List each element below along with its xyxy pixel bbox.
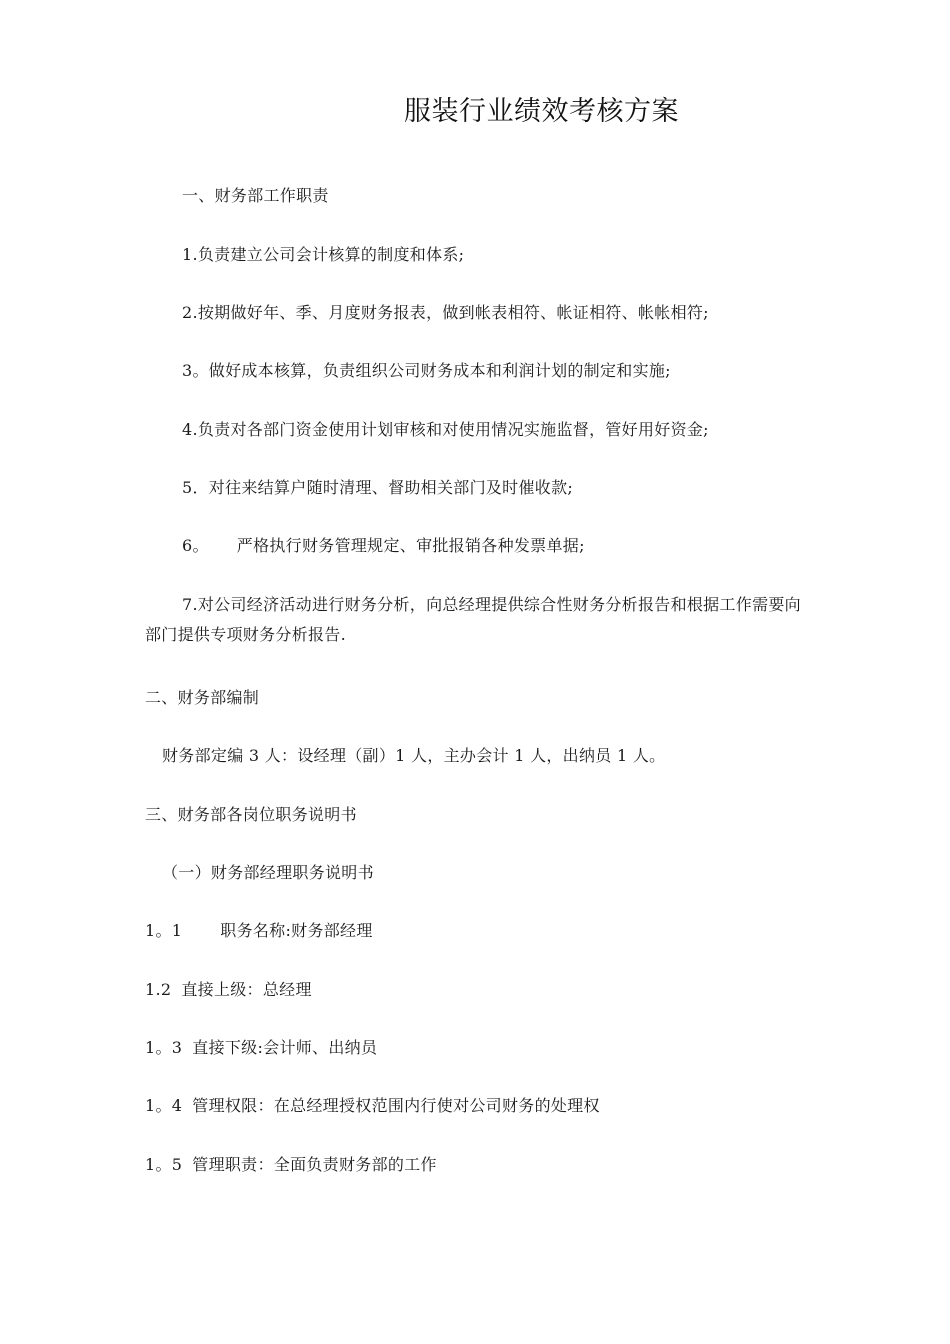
section-1-heading: 一、财务部工作职责 <box>182 186 329 205</box>
job-spec-item-5 <box>145 1154 437 1176</box>
job-spec-item-4-number: 1。4 <box>145 1096 183 1115</box>
job-spec-item-4-text: 管理权限：在总经理授权范围内行使对公司财务的处理权 <box>192 1096 600 1115</box>
duty-item-6-text: 严格执行财务管理规定、审批报销各种发票单据; <box>236 536 585 555</box>
job-spec-item-3-number: 1。3 <box>145 1038 183 1057</box>
section-3-subheading: （一）财务部经理职务说明书 <box>162 863 374 882</box>
duty-item-6 <box>182 535 585 557</box>
staffing-text: 财务部定编 3 人：设经理（副）1 人，主办会计 1 人，出纳员 1 人。 <box>162 746 666 765</box>
job-spec-item-2-number: 1.2 <box>145 980 172 999</box>
duty-item-6-number: 6。 <box>182 536 209 555</box>
job-spec-item-2-text: 直接上级：总经理 <box>181 980 312 999</box>
job-spec-item-4 <box>145 1095 600 1117</box>
job-spec-item-5-number: 1。5 <box>145 1155 183 1174</box>
duty-item-4: 4.负责对各部门资金使用计划审核和对使用情况实施监督，管好用好资金; <box>182 420 709 439</box>
job-spec-item-3-text: 直接下级:会计师、出纳员 <box>192 1038 378 1057</box>
section-2-heading: 二、财务部编制 <box>145 688 260 707</box>
duty-item-7: 7.对公司经济活动进行财务分析，向总经理提供综合性财务分析报告和根据工作需要向部门提供专项财务分析报告. <box>145 595 801 644</box>
duty-item-2: 2.按期做好年、季、月度财务报表，做到帐表相符、帐证相符、帐帐相符; <box>182 303 709 322</box>
duty-item-5: 5．对往来结算户随时清理、督助相关部门及时催收款; <box>182 478 574 497</box>
job-spec-item-1-text: 职务名称:财务部经理 <box>220 921 373 940</box>
duty-item-3: 3。做好成本核算，负责组织公司财务成本和利润计划的制定和实施; <box>182 361 671 380</box>
section-3-heading: 三、财务部各岗位职务说明书 <box>145 805 357 824</box>
duty-item-1: 1.负责建立公司会计核算的制度和体系; <box>182 245 465 264</box>
document-title: 服装行业绩效考核方案 <box>404 96 679 127</box>
job-spec-item-3 <box>145 1037 377 1059</box>
job-spec-item-5-text: 管理职责：全面负责财务部的工作 <box>192 1155 437 1174</box>
job-spec-item-2 <box>145 979 312 1001</box>
job-spec-item-1-number: 1。1 <box>145 921 183 940</box>
job-spec-item-1 <box>145 920 373 942</box>
